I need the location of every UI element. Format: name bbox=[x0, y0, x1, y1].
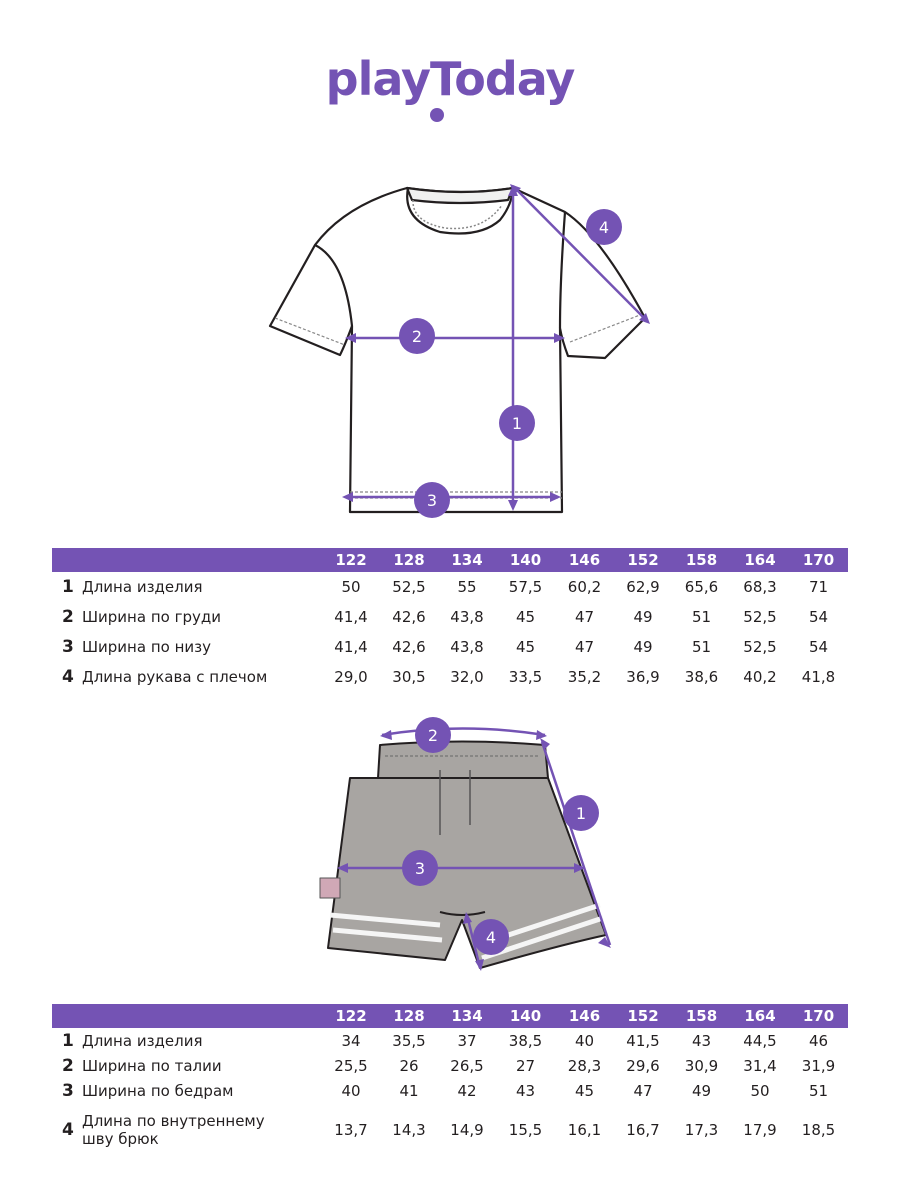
shorts-tag-icon bbox=[320, 878, 340, 898]
cell: 49 bbox=[691, 1081, 712, 1100]
cell: 13,7 bbox=[334, 1121, 368, 1139]
cell: 65,6 bbox=[684, 578, 719, 596]
cell: 32,0 bbox=[450, 668, 484, 686]
size-header: 158 bbox=[672, 548, 731, 572]
cell: 43 bbox=[691, 1031, 712, 1050]
size-header: 170 bbox=[789, 1004, 848, 1028]
cell: 45 bbox=[574, 1081, 595, 1100]
cell: 14,9 bbox=[450, 1121, 484, 1139]
row-number: 3 bbox=[62, 1080, 74, 1101]
cell: 40 bbox=[574, 1031, 595, 1050]
cell: 26 bbox=[399, 1056, 419, 1075]
cell: 57,5 bbox=[508, 578, 543, 596]
cell: 52,5 bbox=[392, 578, 426, 596]
size-header: 128 bbox=[380, 1004, 438, 1028]
table-row bbox=[52, 602, 848, 632]
cell: 25,5 bbox=[334, 1056, 368, 1075]
cell: 27 bbox=[515, 1056, 536, 1075]
cell: 50 bbox=[341, 578, 361, 596]
cell: 31,4 bbox=[743, 1056, 777, 1075]
row-number: 1 bbox=[62, 1030, 74, 1051]
cell: 49 bbox=[633, 638, 653, 656]
row-label: Длина изделия bbox=[82, 578, 203, 596]
size-header: 164 bbox=[731, 548, 789, 572]
cell: 54 bbox=[808, 638, 829, 656]
size-header: 122 bbox=[322, 1004, 380, 1028]
size-header: 134 bbox=[438, 548, 496, 572]
size-header: 152 bbox=[614, 548, 672, 572]
cell: 29,6 bbox=[626, 1056, 660, 1075]
cell: 31,9 bbox=[801, 1056, 836, 1075]
size-header: 140 bbox=[496, 1004, 555, 1028]
cell: 62,9 bbox=[626, 578, 660, 596]
row-number: 4 bbox=[62, 667, 74, 687]
size-header: 128 bbox=[380, 548, 438, 572]
table-row bbox=[52, 1078, 848, 1103]
cell: 47 bbox=[633, 1081, 653, 1100]
tshirt-marker-2-label: 2 bbox=[411, 327, 423, 346]
size-header: 146 bbox=[555, 1004, 614, 1028]
tshirt-size-table bbox=[52, 548, 848, 692]
shorts-sketch-icon bbox=[320, 742, 606, 969]
row-label: Длина изделия bbox=[82, 1031, 203, 1050]
cell: 71 bbox=[808, 578, 829, 596]
table-header-row bbox=[52, 548, 848, 572]
row-number: 4 bbox=[62, 1120, 74, 1140]
cell: 14,3 bbox=[392, 1121, 426, 1139]
cell: 37 bbox=[457, 1031, 477, 1050]
table-row bbox=[52, 572, 848, 602]
tshirt-marker-4-label: 4 bbox=[598, 218, 610, 237]
cell: 43 bbox=[515, 1081, 536, 1100]
row-number: 1 bbox=[62, 577, 74, 597]
cell: 28,3 bbox=[567, 1056, 602, 1075]
size-header: 170 bbox=[789, 548, 848, 572]
cell: 42,6 bbox=[392, 608, 426, 626]
tshirt-marker-3-label: 3 bbox=[426, 491, 438, 510]
row-label-line-1: Длина по внутреннему bbox=[82, 1112, 265, 1130]
row-label: Ширина по талии bbox=[82, 1056, 222, 1075]
cell: 51 bbox=[691, 608, 712, 626]
brand-logo: playToday bbox=[325, 52, 575, 106]
cell: 33,5 bbox=[508, 668, 543, 686]
cell: 68,3 bbox=[743, 578, 777, 596]
cell: 38,5 bbox=[508, 1031, 543, 1050]
cell: 52,5 bbox=[743, 638, 777, 656]
size-header: 158 bbox=[672, 1004, 731, 1028]
table-row bbox=[52, 1103, 848, 1157]
cell: 15,5 bbox=[508, 1121, 543, 1139]
cell: 29,0 bbox=[334, 668, 368, 686]
tshirt-sketch-icon bbox=[270, 188, 645, 512]
cell: 41,8 bbox=[801, 668, 836, 686]
size-header: 134 bbox=[438, 1004, 496, 1028]
table-row bbox=[52, 1053, 848, 1078]
shorts-size-table bbox=[52, 1004, 848, 1157]
shorts-marker-3-label: 3 bbox=[414, 859, 426, 878]
cell: 60,2 bbox=[567, 578, 602, 596]
cell: 43,8 bbox=[450, 638, 484, 656]
tshirt-illustration bbox=[0, 150, 900, 540]
shorts-marker-1-label: 1 bbox=[575, 804, 587, 823]
table-header-row bbox=[52, 1004, 848, 1028]
row-label-line-2: шву брюк bbox=[82, 1130, 159, 1148]
cell: 34 bbox=[341, 1031, 361, 1050]
cell: 55 bbox=[457, 578, 477, 596]
row-label: Ширина по низу bbox=[82, 638, 211, 656]
cell: 47 bbox=[574, 638, 595, 656]
size-header: 122 bbox=[322, 548, 380, 572]
table-row bbox=[52, 1028, 848, 1053]
cell: 45 bbox=[515, 608, 536, 626]
cell: 30,5 bbox=[392, 668, 426, 686]
table-row bbox=[52, 632, 848, 662]
cell: 51 bbox=[808, 1081, 829, 1100]
cell: 40 bbox=[341, 1081, 361, 1100]
cell: 46 bbox=[808, 1031, 829, 1050]
shorts-marker-4-label: 4 bbox=[485, 928, 497, 947]
cell: 41,4 bbox=[334, 638, 368, 656]
cell: 45 bbox=[515, 638, 536, 656]
cell: 38,6 bbox=[684, 668, 719, 686]
tshirt-marker-1-label: 1 bbox=[511, 414, 523, 433]
row-label bbox=[82, 1103, 322, 1157]
cell: 30,9 bbox=[684, 1056, 719, 1075]
cell: 54 bbox=[808, 608, 829, 626]
cell: 18,5 bbox=[801, 1121, 836, 1139]
cell: 47 bbox=[574, 608, 595, 626]
cell: 16,1 bbox=[567, 1121, 602, 1139]
cell: 40,2 bbox=[743, 668, 777, 686]
cell: 50 bbox=[750, 1081, 770, 1100]
cell: 41 bbox=[399, 1081, 419, 1100]
cell: 41,4 bbox=[334, 608, 368, 626]
size-header: 146 bbox=[555, 548, 614, 572]
table-row bbox=[52, 662, 848, 692]
cell: 42,6 bbox=[392, 638, 426, 656]
cell: 26,5 bbox=[450, 1056, 484, 1075]
cell: 17,3 bbox=[684, 1121, 719, 1139]
cell: 35,5 bbox=[392, 1031, 426, 1050]
cell: 36,9 bbox=[626, 668, 660, 686]
row-number: 2 bbox=[62, 1055, 74, 1076]
cell: 35,2 bbox=[567, 668, 602, 686]
shorts-marker-2-label: 2 bbox=[427, 726, 439, 745]
logo-dot bbox=[430, 108, 444, 122]
row-label: Длина рукава с плечом bbox=[82, 668, 268, 686]
row-number: 3 bbox=[62, 637, 74, 657]
cell: 41,5 bbox=[626, 1031, 660, 1050]
row-label: Ширина по груди bbox=[82, 608, 221, 626]
size-header: 164 bbox=[731, 1004, 789, 1028]
cell: 16,7 bbox=[626, 1121, 660, 1139]
size-header: 140 bbox=[496, 548, 555, 572]
row-number: 2 bbox=[62, 607, 74, 627]
cell: 44,5 bbox=[743, 1031, 777, 1050]
shorts-illustration bbox=[0, 712, 900, 992]
cell: 17,9 bbox=[743, 1121, 777, 1139]
cell: 51 bbox=[691, 638, 712, 656]
row-label: Ширина по бедрам bbox=[82, 1081, 234, 1100]
size-header: 152 bbox=[614, 1004, 672, 1028]
cell: 49 bbox=[633, 608, 653, 626]
cell: 42 bbox=[457, 1081, 477, 1100]
cell: 43,8 bbox=[450, 608, 484, 626]
cell: 52,5 bbox=[743, 608, 777, 626]
